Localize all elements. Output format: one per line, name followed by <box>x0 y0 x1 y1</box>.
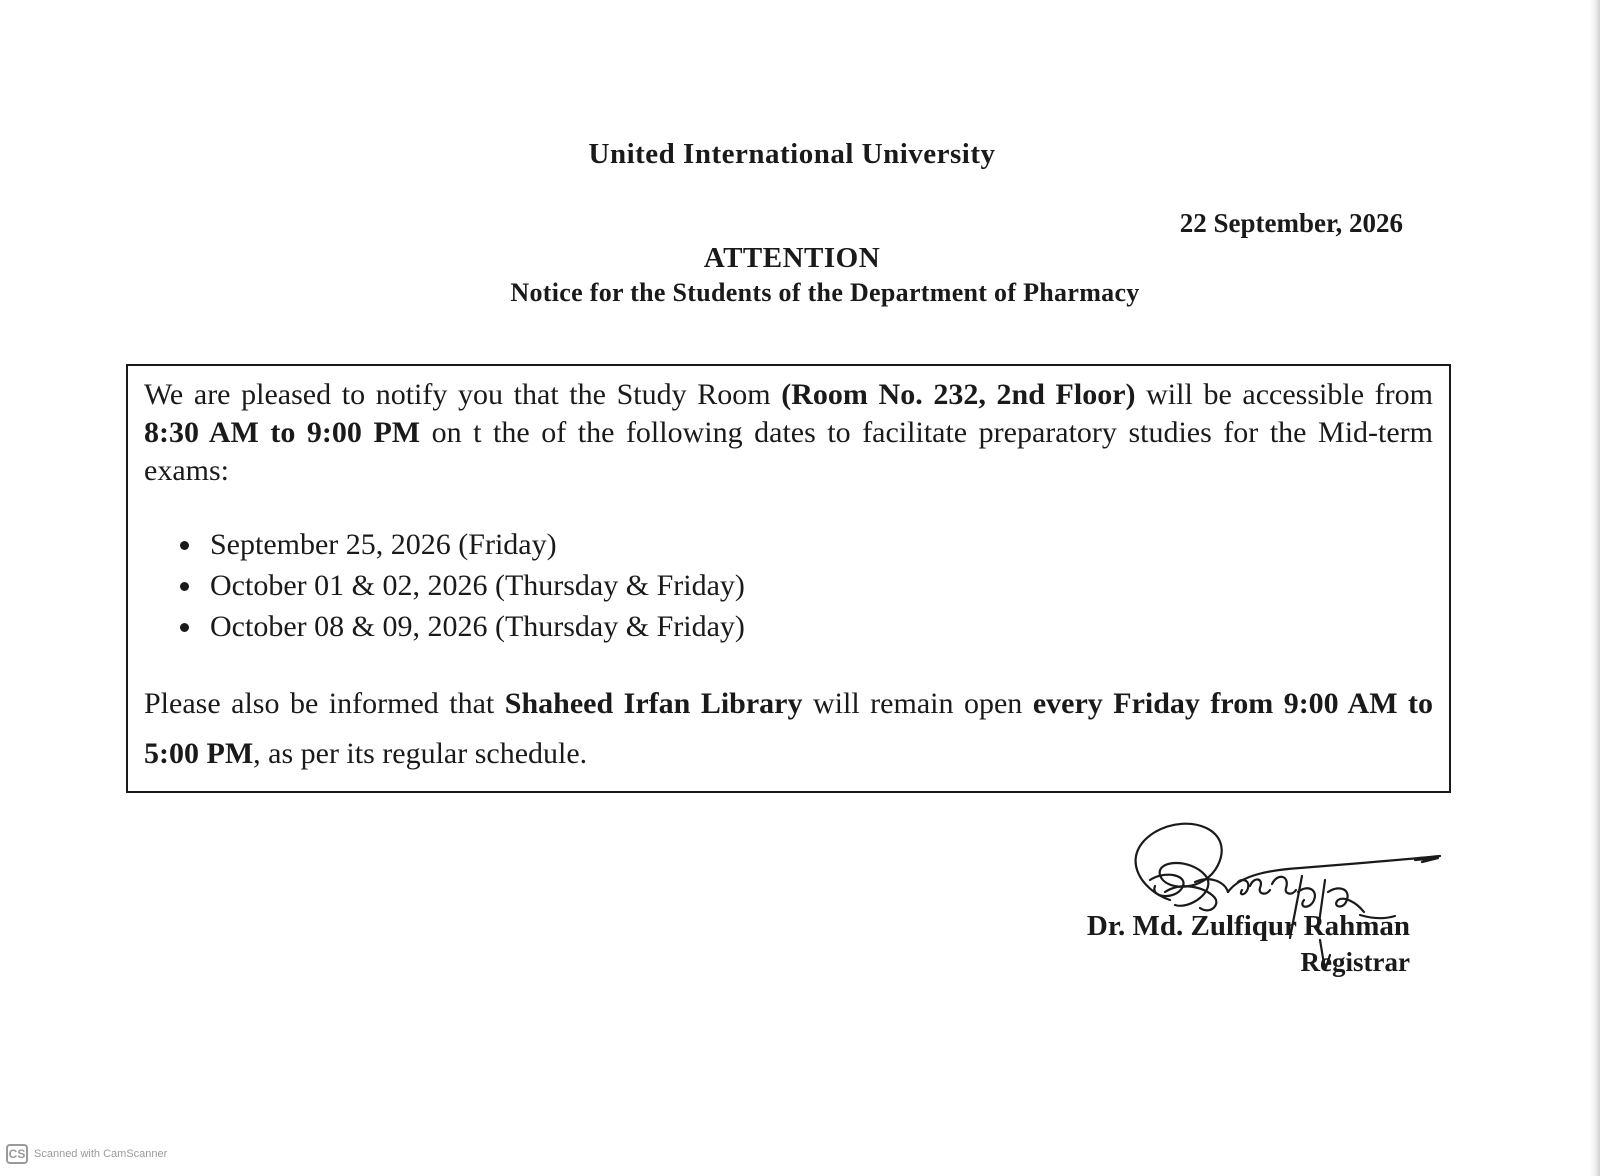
notice-subtitle: Notice for the Students of the Department of Pharmacy <box>510 278 1140 307</box>
page-edge-shadow <box>1590 0 1600 1176</box>
date-list <box>144 524 1433 647</box>
library-hours: every Friday from 9:00 AM to 5:00 PM <box>144 687 1434 770</box>
list-item <box>144 565 1433 606</box>
room-info: (Room No. 232, 2nd Floor) <box>781 378 1136 411</box>
list-item <box>144 524 1433 565</box>
date-item-text: October 01 & 02, 2026 (Thursday & Friday) <box>210 569 745 602</box>
signatory-title: Registrar <box>1300 947 1410 977</box>
notice-paragraph-library <box>144 679 1433 779</box>
signature-block <box>1087 910 1410 978</box>
scanner-text: Scanned with CamScanner <box>34 1148 168 1160</box>
intro-text-1: We are pleased to notify you that the Study Room <box>144 378 782 411</box>
date-item-text: September 25, 2026 (Friday) <box>210 528 557 561</box>
attention-heading: ATTENTION <box>703 242 881 274</box>
intro-text-3: on t the of the following dates to facilitate preparatory studies for the Mid-term exams: <box>144 416 1433 487</box>
intro-text-2: will be accessible from <box>1135 378 1433 411</box>
library-name: Shaheed Irfan Library <box>504 687 803 720</box>
camscanner-icon: CS <box>6 1144 28 1164</box>
notice-date: 22 September, 2026 <box>1179 208 1403 238</box>
hours-info: 8:30 AM to 9:00 PM <box>144 416 421 449</box>
bullet-icon <box>180 582 189 591</box>
bullet-icon <box>180 623 189 632</box>
signatory-name: Dr. Md. Zulfiqur Rahman <box>1086 910 1410 942</box>
notice-paragraph-intro <box>144 376 1433 490</box>
scanner-watermark <box>6 1144 167 1164</box>
date-item-text: October 08 & 09, 2026 (Thursday & Friday) <box>210 610 745 643</box>
library-text-1: Please also be informed that <box>144 687 505 720</box>
bullet-icon <box>180 541 189 550</box>
library-text-3: , as per its regular schedule. <box>253 737 588 770</box>
list-item <box>144 606 1433 647</box>
institution-name: United International University <box>588 138 996 170</box>
notice-box <box>126 364 1451 793</box>
library-text-2: will remain open <box>802 687 1033 720</box>
